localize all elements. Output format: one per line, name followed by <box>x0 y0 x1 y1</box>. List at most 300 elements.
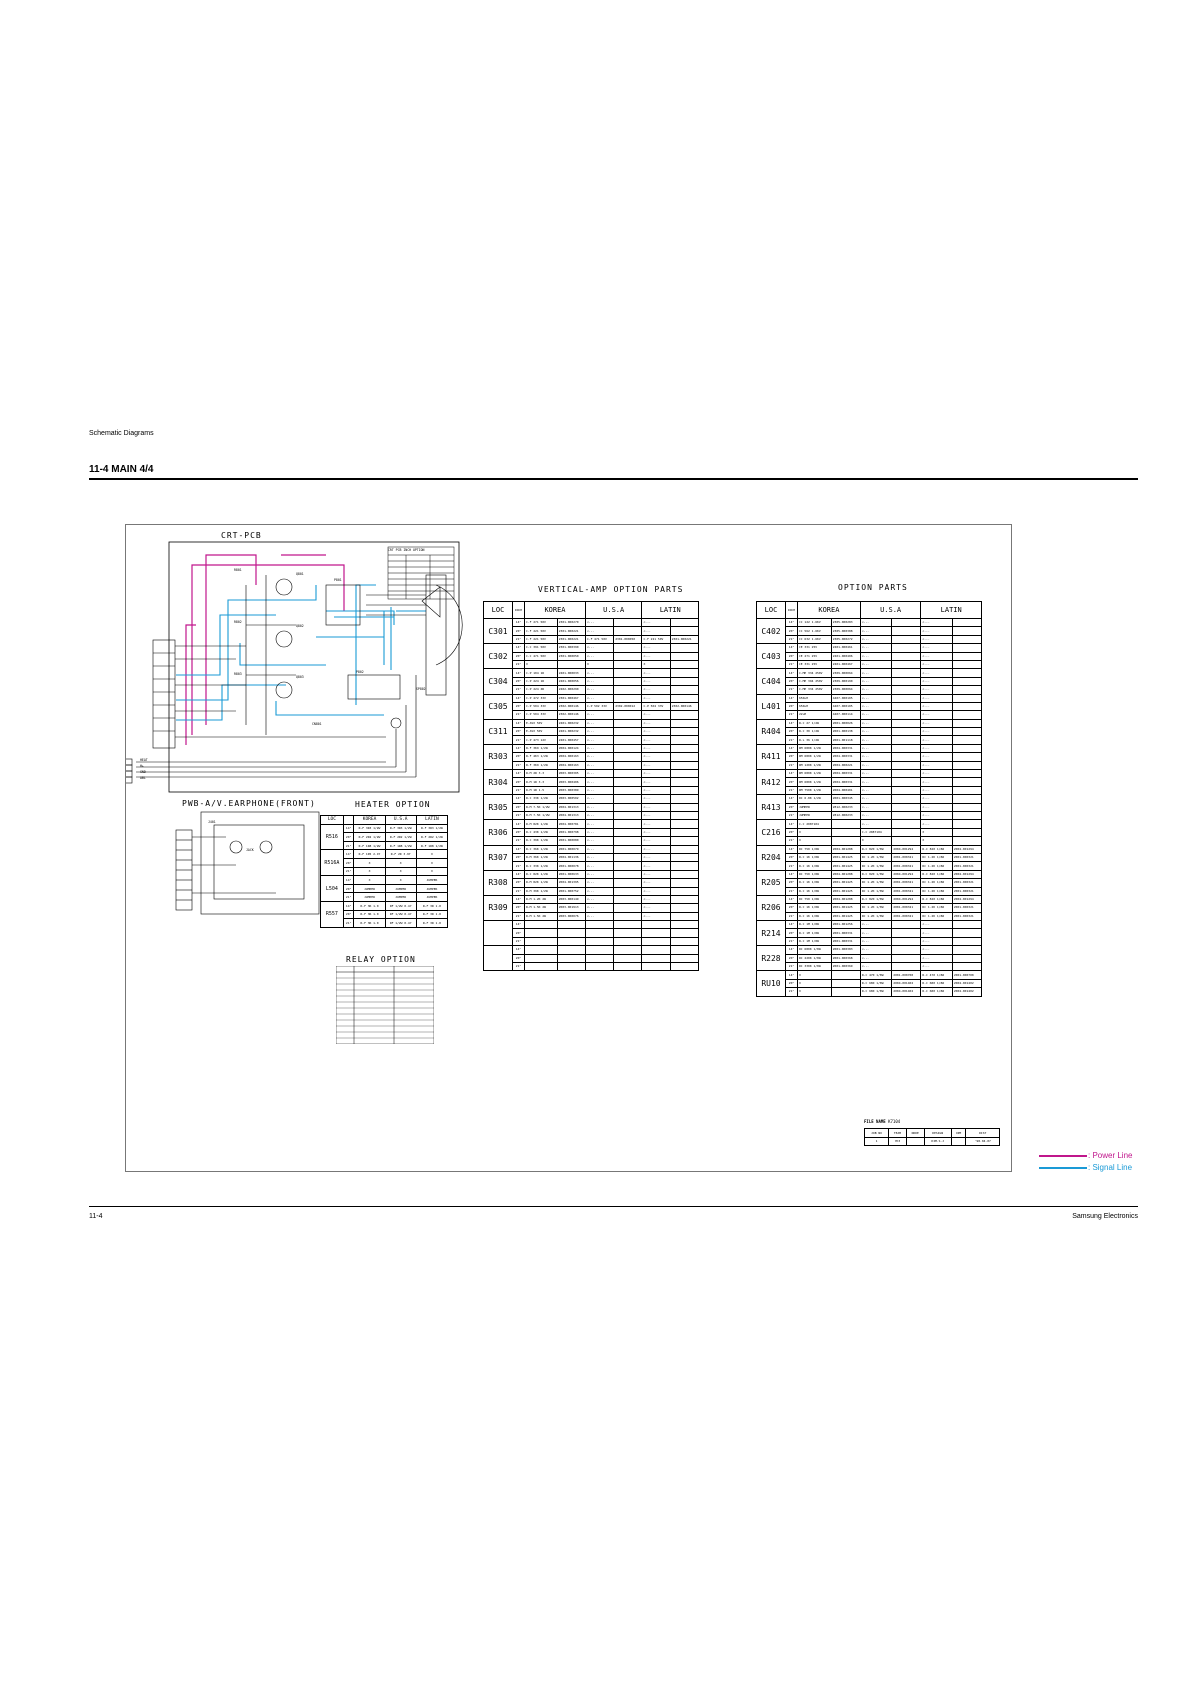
u2-cell <box>614 619 642 627</box>
u2-cell <box>892 619 921 627</box>
table-row <box>757 971 982 979</box>
vertical-amp-option-table <box>483 601 699 971</box>
l2-cell <box>670 946 698 954</box>
u2-cell: 2001-000321 <box>892 853 921 861</box>
table-row <box>757 811 982 819</box>
u1-cell: <--- <box>585 887 613 895</box>
l1-cell: RC 1.2K 1/8W <box>921 912 952 920</box>
k1-cell: R-C 36K 1/2W <box>525 845 558 853</box>
page-number: 11-4 <box>89 1213 103 1220</box>
inch-cell: 14" <box>513 770 525 778</box>
k1-cell: RC 750 1/8W <box>798 895 832 903</box>
l2-cell <box>670 719 698 727</box>
u2-cell <box>614 728 642 736</box>
loc-cell: C404 <box>757 669 786 694</box>
u1-cell: <--- <box>860 786 891 794</box>
u2-cell <box>614 686 642 694</box>
u2-cell: 2004-001294 <box>892 845 921 853</box>
l1-cell <box>642 921 670 929</box>
u1-cell: RC 1.2K 1/8W <box>860 904 891 912</box>
l2-cell <box>952 644 981 652</box>
k2-cell: 2004-000221 <box>831 761 860 769</box>
vert-col-korea: KOREA <box>525 602 586 619</box>
u1-cell: <--- <box>585 862 613 870</box>
l2-cell <box>952 786 981 794</box>
u2-cell <box>614 870 642 878</box>
l1-cell: <--- <box>642 711 670 719</box>
u1-cell: <--- <box>860 627 891 635</box>
inch-cell: 20" <box>786 702 798 710</box>
k-cell: R-F 3R 1.0 <box>354 910 385 919</box>
opt-col-korea: KOREA <box>798 602 861 619</box>
l2-cell <box>670 660 698 668</box>
k2-cell: 2001-000080 <box>557 837 585 845</box>
k2-cell: 4407-000105 <box>831 702 860 710</box>
l2-cell <box>670 786 698 794</box>
k1-cell: C-P 504 33V <box>525 711 558 719</box>
u2-cell <box>614 694 642 702</box>
heater-col-latin: LATIN <box>416 816 447 825</box>
k1-cell: R-M 7.5K 1/2W <box>525 811 558 819</box>
l1-cell <box>642 946 670 954</box>
u2-cell <box>614 644 642 652</box>
u1-cell: <--- <box>860 711 891 719</box>
table-row <box>757 979 982 987</box>
table-row <box>757 795 982 803</box>
u1-cell: <--- <box>860 694 891 702</box>
l1-cell: <--- <box>642 803 670 811</box>
k1-cell: R-C 27 1/2W <box>798 719 832 727</box>
l2-cell <box>952 921 981 929</box>
l2-cell: 2302-000146 <box>670 702 698 710</box>
l2-cell: 2001-000321 <box>952 879 981 887</box>
u2-cell <box>614 761 642 769</box>
table-row <box>484 921 699 929</box>
tb-col-node: NODE <box>906 1129 924 1138</box>
k2-cell: 2003-001913 <box>557 904 585 912</box>
l2-cell <box>670 803 698 811</box>
table-row <box>484 719 699 727</box>
u1-cell: <--- <box>860 761 891 769</box>
l1-cell: <--- <box>921 929 952 937</box>
l1-cell: <--- <box>921 744 952 752</box>
u2-cell <box>614 921 642 929</box>
inch-cell: 21" <box>786 988 798 996</box>
l2-cell <box>952 946 981 954</box>
table-row <box>757 702 982 710</box>
k1-cell: RC 6.8K 1/2W <box>798 795 832 803</box>
l2-cell <box>670 795 698 803</box>
k2-cell: 2001-001256 <box>831 921 860 929</box>
k2-cell: 2001-000368 <box>831 954 860 962</box>
k1-cell: X <box>525 660 558 668</box>
u1-cell: <--- <box>860 736 891 744</box>
l1-cell: RC 1.2K 1/8W <box>921 887 952 895</box>
u2-cell <box>892 669 921 677</box>
inch-cell: 14" <box>786 820 798 828</box>
k2-cell: 2001-000383 <box>831 946 860 954</box>
k1-cell: 650uH <box>798 702 832 710</box>
u2-cell <box>614 845 642 853</box>
table-row <box>757 669 982 677</box>
u2-cell <box>892 820 921 828</box>
table-row <box>484 963 699 971</box>
k1-cell: CE 331 25V <box>798 660 832 668</box>
l2-cell <box>952 711 981 719</box>
loc-cell: L401 <box>757 694 786 719</box>
l1-cell: <--- <box>642 845 670 853</box>
l1-cell: <--- <box>921 660 952 668</box>
u-cell: JUMPER <box>385 884 416 893</box>
tb-val-ope <box>951 1137 966 1146</box>
u1-cell: <--- <box>585 853 613 861</box>
u1-cell: <--- <box>860 753 891 761</box>
heater-col-korea: KOREA <box>354 816 385 825</box>
u2-cell <box>614 946 642 954</box>
k2-cell: 2812-000233 <box>831 811 860 819</box>
l2-cell <box>952 929 981 937</box>
l2-cell <box>952 736 981 744</box>
loc-cell: R306 <box>484 820 513 845</box>
l1-cell: <--- <box>921 702 952 710</box>
heater-col-loc: LOC <box>321 816 344 825</box>
table-row <box>757 677 982 685</box>
u2-cell <box>892 937 921 945</box>
u1-cell: <--- <box>860 652 891 660</box>
u1-cell: <--- <box>860 937 891 945</box>
table-row <box>757 627 982 635</box>
l1-cell: <--- <box>642 870 670 878</box>
table-row <box>757 862 982 870</box>
k1-cell: R-C 1K 1/8W <box>798 887 832 895</box>
tb-val-team: 7K3 <box>889 1137 907 1146</box>
k-cell: R-F 3R 1.0 <box>354 919 385 928</box>
l1-cell: <--- <box>921 761 952 769</box>
k1-cell: C-P 104 1R <box>525 669 558 677</box>
u1-cell: <--- <box>860 820 891 828</box>
inch-cell: 20" <box>513 853 525 861</box>
inch-cell: 14" <box>786 744 798 752</box>
table-row <box>484 946 699 954</box>
l2-cell <box>952 937 981 945</box>
schematic-sheet <box>125 524 1012 1172</box>
svg-text:HEAT: HEAT <box>140 758 148 762</box>
k2-cell: 2004-000163 <box>557 753 585 761</box>
l1-cell: <--- <box>921 728 952 736</box>
k1-cell: R-M 1.2K 2W <box>525 895 558 903</box>
loc-cell <box>484 921 513 946</box>
table-row <box>484 845 699 853</box>
pwb-label: PWB-A/V.EARPHONE(FRONT) <box>182 799 316 808</box>
table-row <box>484 711 699 719</box>
u1-cell: <--- <box>585 828 613 836</box>
heater-title: HEATER OPTION <box>355 800 431 809</box>
l1-cell: <--- <box>921 820 952 828</box>
k2-cell: 2401-000457 <box>557 736 585 744</box>
u1-cell: <--- <box>585 744 613 752</box>
u-cell: RF 1/2W 0.47 <box>385 910 416 919</box>
k2-cell: 2003-000502 <box>557 795 585 803</box>
table-row <box>484 627 699 635</box>
inch-cell: 20" <box>513 954 525 962</box>
u1-cell: <--- <box>585 879 613 887</box>
k1-cell: R-M 1.5K 2W <box>525 904 558 912</box>
k1-cell: R-C 1K 1/8W <box>798 912 832 920</box>
u-cell: R-F 1R8 1/2W <box>385 841 416 850</box>
l1-cell: <--- <box>642 719 670 727</box>
u2-cell <box>892 744 921 752</box>
table-row <box>484 837 699 845</box>
inch-cell: 21" <box>786 912 798 920</box>
svg-text:J401: J401 <box>208 820 216 824</box>
inch-cell: 20" <box>786 728 798 736</box>
k1-cell: R-L 36 1/2W <box>798 736 832 744</box>
crt-pcb-box <box>169 542 459 792</box>
inch-cell: 20" <box>513 904 525 912</box>
u1-cell: <--- <box>585 786 613 794</box>
u2-cell <box>892 786 921 794</box>
u2-cell <box>614 719 642 727</box>
l2-cell <box>952 702 981 710</box>
table-row <box>484 702 699 710</box>
u1-cell: <--- <box>585 870 613 878</box>
l1-cell: <--- <box>921 753 952 761</box>
l2-cell <box>670 711 698 719</box>
u2-cell <box>892 652 921 660</box>
l2-cell <box>952 719 981 727</box>
u1-cell: RC 1.2K 1/8W <box>860 912 891 920</box>
k1-cell <box>525 937 558 945</box>
l-cell: X <box>416 850 447 859</box>
k1-cell: C-P 473 12V <box>525 736 558 744</box>
u1-cell: <--- <box>585 652 613 660</box>
u1-cell: <--- <box>585 770 613 778</box>
inch-cell: 21" <box>513 711 525 719</box>
l1-cell: R-C 470 1/8W <box>921 971 952 979</box>
u1-cell: RC 1.2K 1/8W <box>860 887 891 895</box>
signal-line-swatch <box>1039 1167 1087 1169</box>
u1-cell <box>585 929 613 937</box>
k1-cell: C-P 224 1R <box>525 677 558 685</box>
k2-cell <box>831 988 860 996</box>
u1-cell: <--- <box>585 736 613 744</box>
u2-cell <box>892 627 921 635</box>
u2-cell <box>614 786 642 794</box>
inch-cell: 14" <box>513 744 525 752</box>
l1-cell: <--- <box>642 853 670 861</box>
k1-cell: RM 680K 1/2W <box>798 753 832 761</box>
k1-cell <box>525 946 558 954</box>
u1-cell: <--- <box>585 811 613 819</box>
inch-cell: 14" <box>343 901 354 910</box>
k2-cell: 2301-000221 <box>557 635 585 643</box>
k2-cell: 2301-000050 <box>557 652 585 660</box>
table-row <box>484 753 699 761</box>
inch-cell: 20" <box>513 803 525 811</box>
k1-cell: RC 750 1/8W <box>798 870 832 878</box>
u1-cell: <--- <box>585 627 613 635</box>
inch-cell: 21" <box>343 841 354 850</box>
u2-cell: 2301-000050 <box>614 635 642 643</box>
u2-cell <box>614 963 642 971</box>
inch-cell: 20" <box>786 778 798 786</box>
u1-cell: RC 1.2K 1/8W <box>860 853 891 861</box>
k1-cell: R-F 3K9 1/2W <box>525 744 558 752</box>
k-cell: JUMPER <box>354 893 385 902</box>
l2-cell: 2004-001294 <box>952 870 981 878</box>
inch-cell: 20" <box>786 904 798 912</box>
k-cell: R-F 1R8 1/2W <box>354 841 385 850</box>
k1-cell: R-M 1R 1.5 <box>525 786 558 794</box>
l2-cell <box>952 954 981 962</box>
u1-cell: R-C 680 1/8W <box>860 988 891 996</box>
k2-cell: 2301-000221 <box>557 627 585 635</box>
l2-cell <box>952 811 981 819</box>
svg-text:CRT PCB INCH OPTION: CRT PCB INCH OPTION <box>388 548 425 552</box>
relay-title: RELAY OPTION <box>346 955 416 964</box>
k1-cell: 22uH <box>798 711 832 719</box>
k2-cell: 2004-001313 <box>557 803 585 811</box>
inch-cell: 14" <box>786 795 798 803</box>
file-name-value: K7104 <box>888 1119 901 1124</box>
l2-cell <box>670 912 698 920</box>
k2-cell: 2001-000138 <box>831 728 860 736</box>
u1-cell: <--- <box>860 811 891 819</box>
u1-cell: <--- <box>860 744 891 752</box>
u2-cell <box>892 837 921 845</box>
inch-cell: 14" <box>513 719 525 727</box>
u1-cell: <--- <box>860 963 891 971</box>
heater-option-table <box>320 815 448 928</box>
tb-col-design: DESIGN <box>924 1129 951 1138</box>
table-row <box>321 876 448 885</box>
l1-cell: <--- <box>921 770 952 778</box>
u1-cell: C-F 471 50V <box>585 635 613 643</box>
loc-cell: R228 <box>757 946 786 971</box>
l1-cell: <--- <box>921 811 952 819</box>
tb-val-design: KIM.S.J <box>924 1137 951 1146</box>
table-row <box>757 904 982 912</box>
u1-cell: C-P 502 33V <box>585 702 613 710</box>
table-row <box>484 820 699 828</box>
l1-cell: <--- <box>642 904 670 912</box>
inch-cell: 20" <box>513 627 525 635</box>
u1-cell: R-C 820 1/8W <box>860 870 891 878</box>
k2-cell: 2004-001288 <box>831 870 860 878</box>
inch-cell: 21" <box>343 867 354 876</box>
loc-cell: R206 <box>757 895 786 920</box>
l2-cell <box>670 694 698 702</box>
k1-cell: R-F 4K3 1/2W <box>525 753 558 761</box>
u2-cell <box>892 736 921 744</box>
inch-cell: 21" <box>513 786 525 794</box>
u2-cell <box>892 635 921 643</box>
inch-cell: 14" <box>513 946 525 954</box>
k1-cell: RC 220K 1/8W <box>798 954 832 962</box>
u1-cell: C-C 2087104 <box>860 828 891 836</box>
signal-line-label: : Signal Line <box>1088 1163 1133 1172</box>
u2-cell <box>892 929 921 937</box>
l1-cell: R-C 680 1/8W <box>921 979 952 987</box>
l2-cell <box>670 837 698 845</box>
u2-cell <box>614 811 642 819</box>
inch-cell: 20" <box>786 979 798 987</box>
u2-cell: 2004-001294 <box>892 870 921 878</box>
u-cell: R-F 2R 3.9Y <box>385 850 416 859</box>
u1-cell: X <box>585 660 613 668</box>
u1-cell: <--- <box>585 728 613 736</box>
l1-cell <box>642 963 670 971</box>
k2-cell: 2001-001425 <box>831 904 860 912</box>
loc-cell: R413 <box>757 795 786 820</box>
l1-cell: <--- <box>642 744 670 752</box>
k2-cell: 2004-000124 <box>557 744 585 752</box>
l2-cell <box>952 669 981 677</box>
l1-cell: <--- <box>642 828 670 836</box>
k1-cell <box>525 929 558 937</box>
k2-cell: 2004-000401 <box>831 786 860 794</box>
k1-cell: X <box>798 837 832 845</box>
k2-cell: 2004-000163 <box>557 761 585 769</box>
table-row <box>484 686 699 694</box>
l1-cell: <--- <box>921 795 952 803</box>
k1-cell: 650uH <box>798 694 832 702</box>
inch-cell: 21" <box>786 786 798 794</box>
l2-cell <box>670 954 698 962</box>
loc-cell: R308 <box>484 870 513 895</box>
table-row <box>484 887 699 895</box>
table-row <box>757 652 982 660</box>
inch-cell: 20" <box>343 910 354 919</box>
l1-cell: <--- <box>642 694 670 702</box>
l2-cell <box>670 811 698 819</box>
vert-col-inch: INCH <box>513 602 525 619</box>
k1-cell: C-F 221 50V <box>525 635 558 643</box>
l2-cell <box>670 652 698 660</box>
u2-cell <box>892 753 921 761</box>
u1-cell: X <box>860 837 891 845</box>
inch-cell: 20" <box>513 652 525 660</box>
table-row <box>484 660 699 668</box>
u1-cell: <--- <box>860 686 891 694</box>
k2-cell: 2305-000272 <box>831 635 860 643</box>
u2-cell <box>614 862 642 870</box>
l2-cell <box>952 778 981 786</box>
loc-cell: L504 <box>321 876 344 902</box>
k1-cell: C-P 224 ZR <box>525 686 558 694</box>
inch-cell: 14" <box>786 870 798 878</box>
l2-cell <box>670 963 698 971</box>
loc-cell: C403 <box>757 644 786 669</box>
table-row <box>757 937 982 945</box>
l2-cell <box>670 879 698 887</box>
inch-cell: 20" <box>513 828 525 836</box>
option-parts-table <box>756 601 982 997</box>
k1-cell: RM 120K 1/2W <box>798 761 832 769</box>
tb-col-ope: OPE <box>951 1129 966 1138</box>
u1-cell: <--- <box>585 711 613 719</box>
u-cell: RF 1/2W 0.47 <box>385 919 416 928</box>
k1-cell: R-C 1M 1/8W <box>798 921 832 929</box>
u1-cell: R-C 470 1/8W <box>860 971 891 979</box>
u2-cell <box>614 887 642 895</box>
table-row <box>484 694 699 702</box>
l2-cell <box>952 770 981 778</box>
inch-cell: 20" <box>786 954 798 962</box>
loc-cell: R307 <box>484 845 513 870</box>
l2-cell: 2004-001294 <box>952 895 981 903</box>
k1-cell: C-F 271 50V <box>525 619 558 627</box>
